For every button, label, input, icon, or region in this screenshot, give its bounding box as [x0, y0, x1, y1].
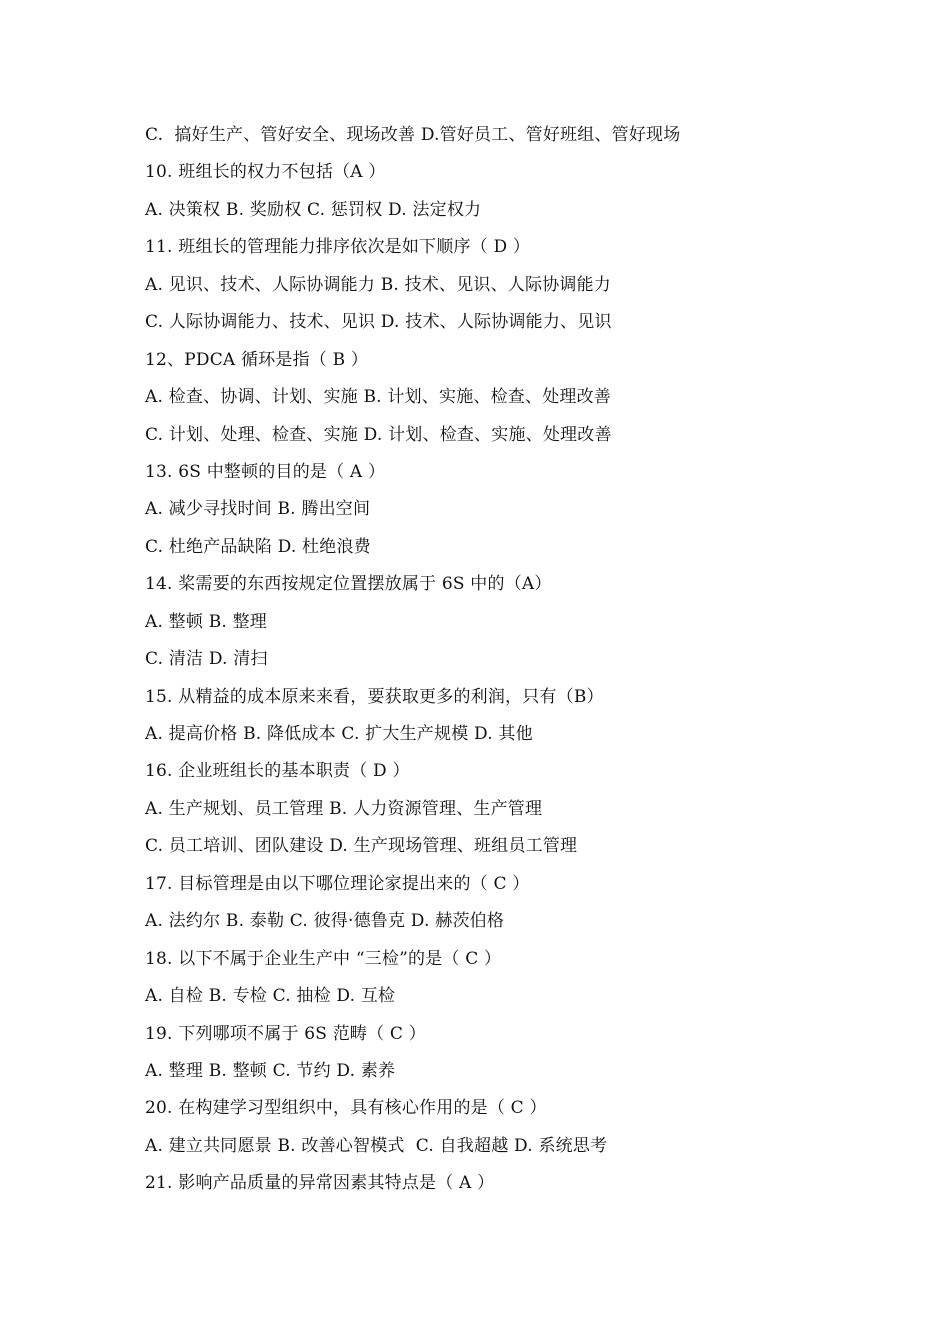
text-line: C. 搞好生产、管好安全、现场改善 D.管好员工、管好班组、管好现场 — [145, 125, 681, 145]
options-line: A. 检查、协调、计划、实施 B. 计划、实施、检查、处理改善 — [145, 387, 611, 408]
question-line: 14. 桨需要的东西按规定位置摆放属于 6S 中的（A） — [145, 574, 552, 595]
question-line: 12、PDCA 循环是指（ B ） — [145, 349, 369, 370]
options-line: A. 减少寻找时间 B. 腾出空间 — [145, 499, 371, 520]
question-line: 13. 6S 中整顿的目的是（ A ） — [145, 461, 386, 482]
options-line: A. 见识、技术、人际协调能力 B. 技术、见识、人际协调能力 — [145, 274, 611, 295]
question-line: 11. 班组长的管理能力排序依次是如下顺序（ D ） — [145, 237, 531, 258]
options-line: A. 法约尔 B. 泰勒 C. 彼得·德鲁克 D. 赫茨伯格 — [145, 911, 505, 932]
options-line: A. 生产规划、员工管理 B. 人力资源管理、生产管理 — [145, 798, 543, 819]
question-line: 16. 企业班组长的基本职责（ D ） — [145, 761, 410, 782]
options-line: A. 整顿 B. 整理 — [145, 611, 267, 632]
question-line: 17. 目标管理是由以下哪位理论家提出来的（ C ） — [145, 873, 530, 894]
options-line: C. 人际协调能力、技术、见识 D. 技术、人际协调能力、见识 — [145, 312, 612, 333]
question-list — [145, 117, 905, 1203]
question-line: 19. 下列哪项不属于 6S 范畴（ C ） — [145, 1023, 426, 1044]
options-line: A. 整理 B. 整顿 C. 节约 D. 素养 — [145, 1060, 396, 1081]
options-line: C. 杜绝产品缺陷 D. 杜绝浪费 — [145, 536, 371, 557]
options-line: C. 计划、处理、检查、实施 D. 计划、检查、实施、处理改善 — [145, 424, 612, 445]
question-line: 10. 班组长的权力不包括（A ） — [145, 162, 386, 183]
options-line: C. 员工培训、团队建设 D. 生产现场管理、班组员工管理 — [145, 836, 578, 857]
question-line: 15. 从精益的成本原来来看，要获取更多的利润，只有（B） — [145, 686, 604, 707]
options-line: A. 自检 B. 专检 C. 抽检 D. 互检 — [145, 986, 396, 1007]
options-line: A. 决策权 B. 奖励权 C. 惩罚权 D. 法定权力 — [145, 199, 482, 220]
options-line: A. 提高价格 B. 降低成本 C. 扩大生产规模 D. 其他 — [145, 724, 533, 744]
question-line: 20. 在构建学习型组织中，具有核心作用的是（ C ） — [145, 1098, 547, 1119]
options-line: A. 建立共同愿景 B. 改善心智模式 C. 自我超越 D. 系统思考 — [145, 1135, 608, 1156]
question-line: 18. 以下不属于企业生产中 “三检”的是（ C ） — [145, 948, 502, 969]
options-line: C. 清洁 D. 清扫 — [145, 649, 268, 670]
question-line: 21. 影响产品质量的异常因素其特点是（ A ） — [145, 1173, 495, 1194]
